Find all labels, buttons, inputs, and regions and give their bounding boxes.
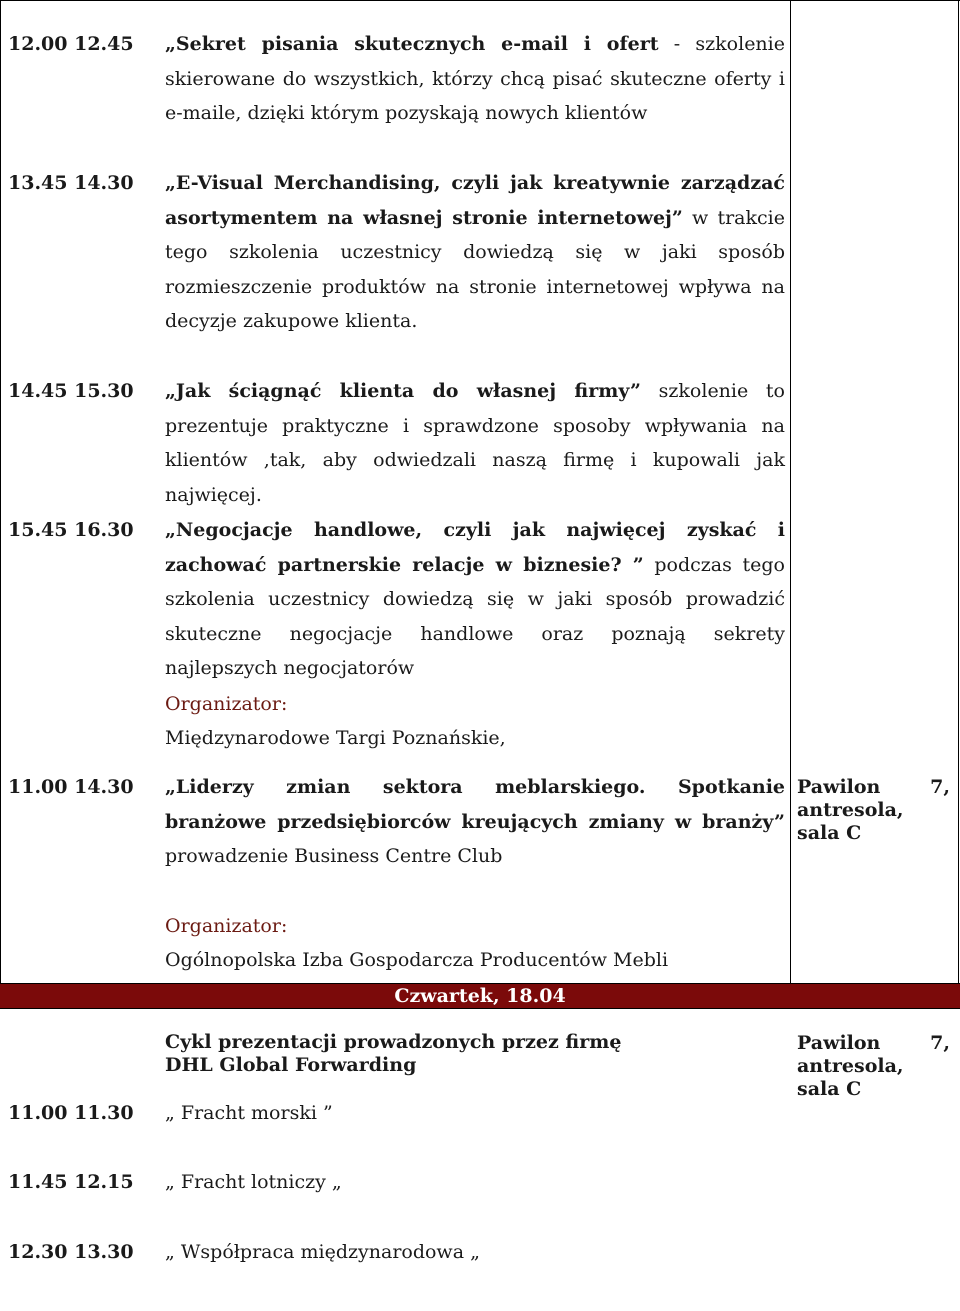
session-description <box>165 513 785 686</box>
session-location: Pawilon 7, antresola, sala C <box>797 776 950 844</box>
session-title: „Sekret pisania skutecznych e-mail i ofert <box>165 33 659 55</box>
dhl-item-time: 12.30 13.30 <box>8 1241 134 1263</box>
dhl-item-time: 11.00 11.30 <box>8 1102 134 1124</box>
dhl-heading-line1: Cykl prezentacji prowadzonych przez firmę <box>165 1031 622 1053</box>
session-title: „Jak ściągnąć klienta do własnej firmy” <box>165 380 641 402</box>
organizer-heading: Organizator: <box>165 915 288 937</box>
session-description <box>165 770 785 874</box>
dhl-heading-line2: DHL Global Forwarding <box>165 1054 417 1076</box>
session-text: prowadzenie Business Centre Club <box>165 845 503 867</box>
session-time: 15.45 16.30 <box>8 519 134 541</box>
dhl-item-label: „ Współpraca międzynarodowa „ <box>165 1241 480 1263</box>
column-divider-2 <box>790 0 791 983</box>
dhl-heading <box>165 1031 621 1077</box>
table-border-left <box>0 0 1 983</box>
dhl-item-time: 11.45 12.15 <box>8 1171 134 1193</box>
dhl-item-label: „ Fracht lotniczy „ <box>165 1171 342 1193</box>
organizer-heading: Organizator: <box>165 693 288 715</box>
session-time: 11.00 14.30 <box>8 776 134 798</box>
session-text: podczas tego szkolenia uczestnicy dowiedzą się w jaki sposób prowadzić skuteczne negocjacje handlowe oraz poznają sekrety najlepszych negocjatorów <box>165 553 785 679</box>
session-time: 12.00 12.45 <box>8 33 134 55</box>
session-description <box>165 166 785 339</box>
session-title: „E-Visual Merchandising, czyli jak kreatywnie zarządzać asortymentem na własnej stronie internetowej” <box>165 172 785 229</box>
organizer-name: Ogólnopolska Izba Gospodarcza Producentów Mebli <box>165 949 669 971</box>
table-border-right <box>958 0 959 983</box>
session-time: 14.45 15.30 <box>8 380 134 402</box>
table-border-top <box>0 0 960 1</box>
session-description <box>165 27 785 131</box>
dhl-item-label: „ Fracht morski ” <box>165 1102 333 1124</box>
organizer-name: Międzynarodowe Targi Poznańskie, <box>165 727 506 749</box>
session-text: szkolenie to prezentuje praktyczne i sprawdzone sposoby wpływania na klientów ,tak, aby odwiedzali naszą firmę i kupowali jak najwięcej. <box>165 380 785 506</box>
session-time: 13.45 14.30 <box>8 172 134 194</box>
dhl-location: Pawilon 7, antresola, sala C <box>797 1032 950 1100</box>
day-header: Czwartek, 18.04 <box>394 985 566 1007</box>
session-title: „Liderzy zmian sektora meblarskiego. Spotkanie branżowe przedsiębiorców kreujących zmiany w branży” <box>165 776 785 833</box>
session-text: - szkolenie skierowane do wszystkich, którzy chcą pisać skuteczne oferty i e-maile, dzięki którym pozyskają nowych klientów <box>165 33 785 124</box>
session-text: w trakcie tego szkolenia uczestnicy dowiedzą się w jaki sposób rozmieszczenie produktów na stronie internetowej wpływa na decyzje zakupowe klienta. <box>165 206 785 332</box>
session-title: „Negocjacje handlowe, czyli jak najwięcej zyskać i zachować partnerskie relacje w biznesie? ” <box>165 519 785 576</box>
session-description <box>165 374 785 512</box>
